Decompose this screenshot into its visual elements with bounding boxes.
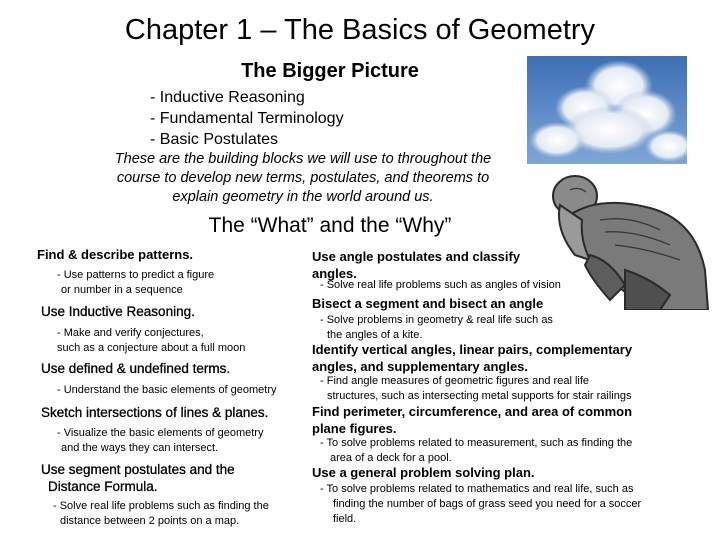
page-title: Chapter 1 – The Basics of Geometry	[124, 14, 596, 46]
objective-note: - Visualize the basic elements of geometry and the ways they can intersect.	[57, 427, 264, 454]
what-why-heading: The “What” and the “Why”	[208, 214, 452, 237]
objective-heading: Use segment postulates and the Distance Formula.	[41, 462, 235, 494]
objective-note: - Solve real life problems such as angles of vision	[320, 279, 561, 291]
objective-heading: Find perimeter, circumference, and area of common plane figures.	[312, 404, 633, 436]
objective-heading: Use angle postulates and classify angles.	[312, 249, 521, 281]
cloud-sky-photo	[527, 56, 687, 164]
objective-note: - To solve problems related to measurement, such as finding the area of a deck for a pool.	[320, 437, 633, 464]
cloud-sky-icon	[527, 56, 687, 164]
objective-heading: Use a general problem solving plan.	[312, 465, 535, 480]
objective-note: - Use patterns to predict a figure or number in a sequence	[57, 269, 215, 296]
objective-heading: Sketch intersections of lines & planes.	[41, 405, 269, 420]
description-line: These are the building blocks we will use to throughout the	[114, 151, 492, 167]
description-line: course to develop new terms, postulates, and theorems to	[116, 170, 490, 186]
objective-heading: Identify vertical angles, linear pairs, complementary angles, and supplementary angles.	[312, 342, 633, 374]
objective-note: - Make and verify conjectures, such as a conjecture about a full moon	[57, 327, 246, 354]
bigger-picture-heading: The Bigger Picture	[241, 60, 419, 82]
list-item: - Basic Postulates	[150, 131, 279, 148]
objective-heading: Use Inductive Reasoning.	[41, 304, 195, 319]
objective-note: - Find angle measures of geometric figures and real life structures, such as intersecting metal supports for stair railings	[320, 375, 632, 402]
description-line: explain geometry in the world around us.	[172, 189, 434, 205]
objective-note: - Solve real life problems such as finding the distance between 2 points on a map.	[53, 500, 269, 527]
objective-note: - Solve problems in geometry & real life such as the angles of a kite.	[320, 314, 553, 341]
objective-note: - Understand the basic elements of geometry	[57, 384, 277, 396]
bigger-picture-list	[150, 87, 344, 150]
objective-heading: Find & describe patterns.	[37, 247, 194, 262]
list-item: - Fundamental Terminology	[150, 110, 344, 127]
objective-heading: Use defined & undefined terms.	[41, 361, 231, 376]
bigger-picture-description	[80, 150, 526, 207]
list-item: - Inductive Reasoning	[150, 89, 305, 106]
objective-heading: Bisect a segment and bisect an angle	[312, 296, 544, 311]
objective-note: - To solve problems related to mathematics and real life, such as finding the number of bags of grass seed you need for a soccer field.	[320, 483, 642, 525]
